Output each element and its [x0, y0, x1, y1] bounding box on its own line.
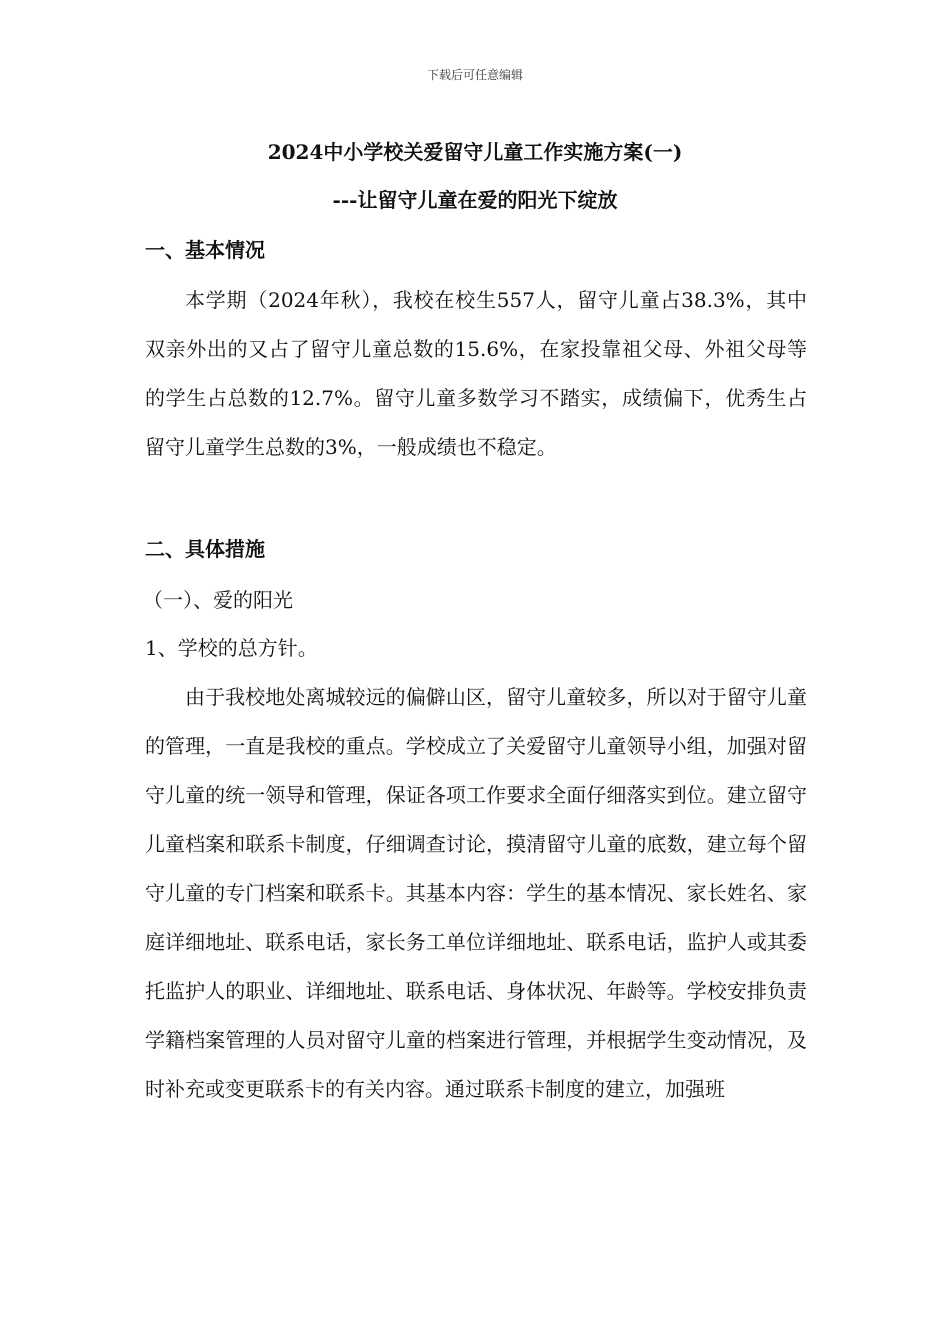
section-heading-basic: 一、基本情况: [145, 238, 265, 262]
document-subtitle: ---让留守儿童在爱的阳光下绽放: [332, 188, 618, 212]
page-header-note: 下载后可任意编辑: [426, 68, 523, 82]
section-heading-measures: 二、具体措施: [145, 537, 265, 561]
document-title: 2024中小学校关爱留守儿童工作实施方案(一): [267, 140, 683, 164]
paragraph-basic-situation: 本学期（2024年秋），我校在校生557人，留守儿童占38.3%，其中双亲外出的又占了留守儿童总数的15.6%，在家投靠祖父母、外祖父母等的学生占总数的12.7%。留守儿童多数学习不踏实，成绩偏下，优秀生占留守儿童学生总数的3%，一般成绩也不稳定。: [145, 288, 807, 459]
subsection-heading-love: （一）、爱的阳光: [143, 588, 293, 612]
paragraph-measures-detail: 由于我校地处离城较远的偏僻山区，留守儿童较多，所以对于留守儿童的管理，一直是我校的重点。学校成立了关爱留守儿童领导小组，加强对留守儿童的统一领导和管理，保证各项工作要求全面仔细落实到位。建立留守儿童档案和联系卡制度，仔细调查讨论，摸清留守儿童的底数，建立每个留守儿童的专门档案和联系卡。其基本内容：学生的基本情况、家长姓名、家庭详细地址、联系电话，家长务工单位详细地址、联系电话，监护人或其委托监护人的职业、详细地址、联系电话、身体状况、年龄等。学校安排负责学籍档案管理的人员对留守儿童的档案进行管理，并根据学生变动情况，及时补充或变更联系卡的有关内容。通过联系卡制度的建立，加强班: [145, 685, 807, 1101]
list-item-policy: 1、学校的总方针。: [145, 636, 318, 660]
